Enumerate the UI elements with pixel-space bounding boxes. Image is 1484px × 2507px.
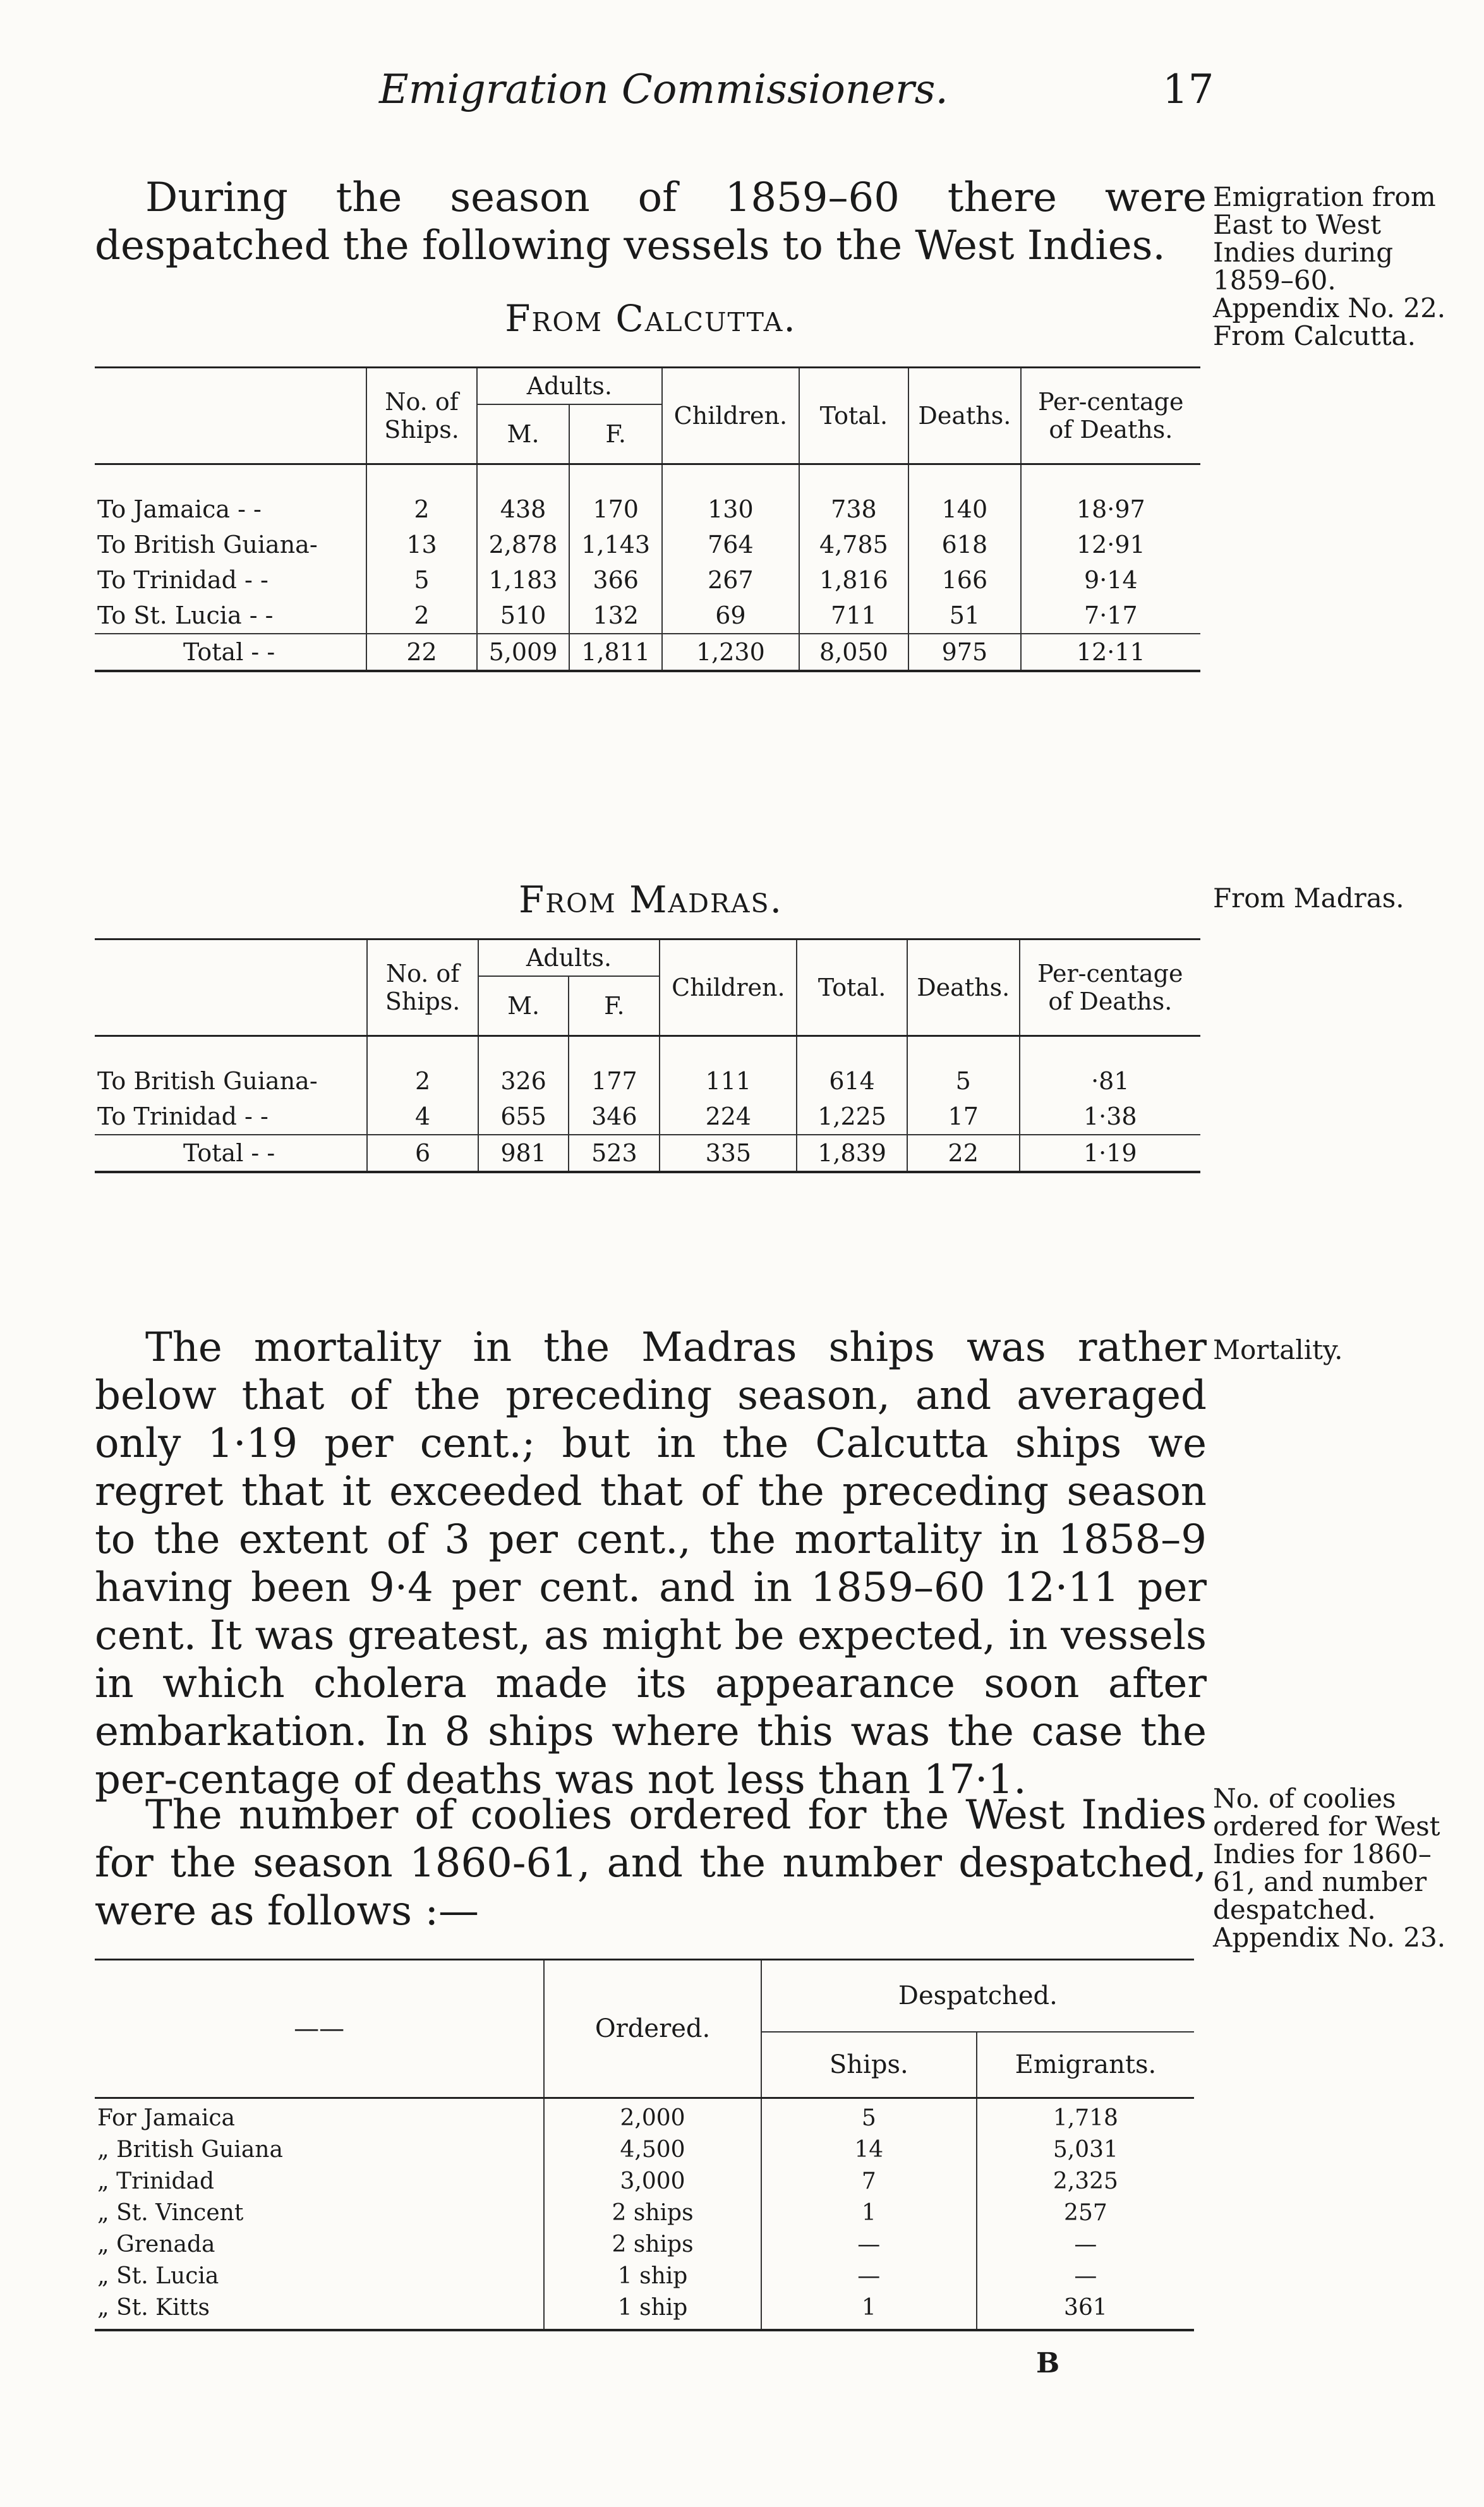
col-percentage: Per-centage of Deaths. <box>1021 368 1200 464</box>
table-row: To Trinidad - - 5 1,183 366 267 1,816 166 9·14 <box>95 562 1200 598</box>
col-deaths: Deaths. <box>907 939 1020 1036</box>
col-children: Children. <box>662 368 799 464</box>
calcutta-title: From Calcutta. <box>505 297 797 340</box>
running-head: Emigration Commissioners. <box>379 66 948 113</box>
table-row: To Trinidad - - 4 655 346 224 1,225 17 1·38 <box>95 1099 1200 1135</box>
madras-title: From Madras. <box>518 878 783 921</box>
col-ships: Ships. <box>761 2032 977 2098</box>
table-row: For Jamaica 2,000 5 1,718 <box>95 2098 1194 2135</box>
col-emigrants: Emigrants. <box>977 2032 1194 2098</box>
col-male: M. <box>478 976 569 1036</box>
signature-mark: B <box>1036 2347 1060 2379</box>
total-row: Total - - 6 981 523 335 1,839 22 1·19 <box>95 1135 1200 1172</box>
col-deaths: Deaths. <box>908 368 1021 464</box>
table-row: „ St. Lucia 1 ship — — <box>95 2261 1194 2292</box>
table-row: „ St. Vincent 2 ships 1 257 <box>95 2197 1194 2229</box>
col-ordered: Ordered. <box>544 1960 761 2098</box>
margin-note-madras: From Madras. <box>1213 883 1404 914</box>
col-male: M. <box>477 404 570 464</box>
col-children: Children. <box>660 939 797 1036</box>
table-row: To Jamaica - - 2 438 170 130 738 140 18·97 <box>95 492 1200 527</box>
intro-paragraph <box>95 174 1207 270</box>
col-percentage: Per-centage of Deaths. <box>1020 939 1200 1036</box>
intro-text: During the season of 1859–60 there were despatched the following vessels to the West Indies. <box>95 174 1207 269</box>
table-row: „ British Guiana 4,500 14 5,031 <box>95 2134 1194 2166</box>
col-female: F. <box>569 976 660 1036</box>
coolies-text: The number of coolies ordered for the West Indies for the season 1860-61, and the number despatched, were as follows :— <box>95 1792 1207 1935</box>
col-ships: No. of Ships. <box>367 939 478 1036</box>
table-row: To St. Lucia - - 2 510 132 69 711 51 7·17 <box>95 598 1200 634</box>
margin-note-mortality: Mortality. <box>1213 1334 1343 1365</box>
col-total: Total. <box>799 368 908 464</box>
page-number: 17 <box>1162 66 1214 113</box>
col-despatched: Despatched. <box>761 1960 1194 2033</box>
col-total: Total. <box>797 939 907 1036</box>
col-female: F. <box>569 404 662 464</box>
col-ships: No. of Ships. <box>366 368 476 464</box>
coolies-table <box>95 1959 1194 2331</box>
table-row: To British Guiana- 13 2,878 1,143 764 4,785 618 12·91 <box>95 527 1200 562</box>
table-row: „ St. Kitts 1 ship 1 361 <box>95 2292 1194 2330</box>
col-blank: —— <box>95 1960 544 2098</box>
table-row: „ Grenada 2 ships — — <box>95 2229 1194 2261</box>
table-row: To British Guiana- 2 326 177 111 614 5 ·81 <box>95 1063 1200 1099</box>
mortality-text: The mortality in the Madras ships was rather below that of the preceding season, and averaged only 1·19 per cent.; but in the Calcutta ships we regret that it exceeded that of the preceding season to the extent of 3 per cent., the mortality in 1858–9 having been 9·4 per cent. and in 1859–60 12·11 per cent. It was greatest, as might be expected, in vessels in which cholera made its appearance soon after embarkation. In 8 ships where this was the case the per-centage of deaths was not less than 17·1. <box>95 1324 1207 1803</box>
table-row: „ Trinidad 3,000 7 2,325 <box>95 2166 1194 2197</box>
margin-note-coolies: No. of coolies ordered for West Indies for 1860–61, and number despatched. Appendix No. 23. <box>1213 1783 1446 1953</box>
col-adults: Adults. <box>478 939 660 977</box>
total-row: Total - - 22 5,009 1,811 1,230 8,050 975 12·11 <box>95 634 1200 671</box>
coolies-paragraph <box>95 1791 1207 1935</box>
calcutta-table <box>95 366 1200 672</box>
madras-table <box>95 938 1200 1173</box>
mortality-paragraph <box>95 1324 1207 1804</box>
col-adults: Adults. <box>477 368 662 405</box>
margin-note-emigration: Emigration from East to West Indies during 1859–60. Appendix No. 22. From Calcutta. <box>1213 181 1446 351</box>
